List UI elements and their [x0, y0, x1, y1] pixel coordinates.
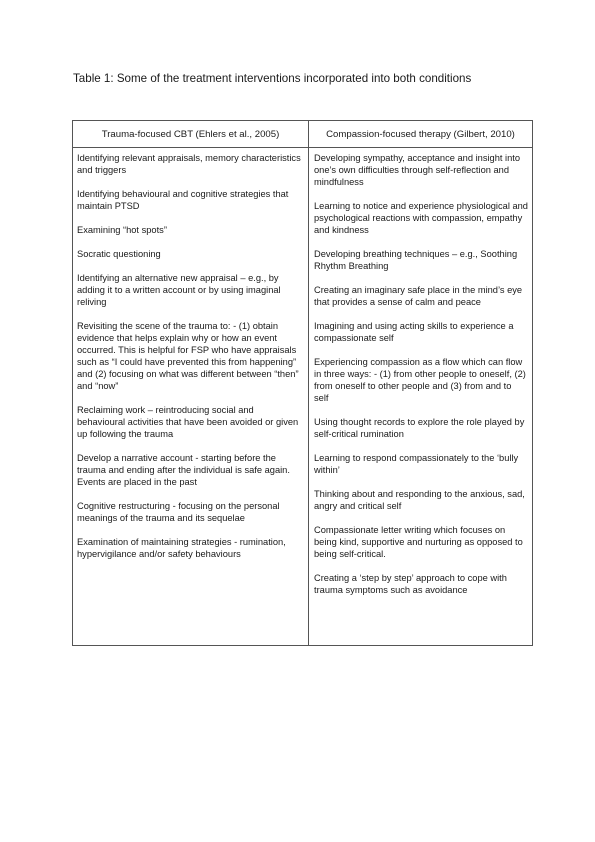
list-item: Learning to notice and experience physiological and psychological reactions with compassion, empathy and kindness [314, 201, 528, 235]
interventions-table [72, 120, 533, 646]
list-item: Cognitive restructuring - focusing on the personal meanings of the trauma and its sequelae [77, 501, 280, 523]
list-item: Creating a ‘step by step’ approach to cope with trauma symptoms such as avoidance [314, 573, 507, 595]
header-compassion-focused-therapy: Compassion-focused therapy (Gilbert, 2010) [309, 121, 533, 148]
list-item: Examining “hot spots” [77, 225, 167, 235]
list-item: Imagining and using acting skills to experience a compassionate self [314, 321, 514, 343]
list-item: Developing sympathy, acceptance and insight into one’s own difficulties through self-reflection and mindfulness [314, 153, 521, 187]
list-item: Examination of maintaining strategies - rumination, hypervigilance and/or safety behaviours [77, 537, 286, 559]
list-item: Compassionate letter writing which focuses on being kind, supportive and nurturing as opposed to being self-critical. [314, 525, 523, 559]
list-item: Developing breathing techniques – e.g., Soothing Rhythm Breathing [314, 249, 518, 271]
cft-interventions-cell [309, 148, 533, 646]
list-item: Creating an imaginary safe place in the mind’s eye that provides a sense of calm and peace [314, 285, 523, 307]
list-item: Identifying relevant appraisals, memory characteristics and triggers [77, 153, 301, 175]
list-item: Identifying an alternative new appraisal – e.g., by adding it to a written account or by using imaginal reliving [77, 273, 281, 307]
table-header-row [73, 121, 533, 148]
list-item: Learning to respond compassionately to the ‘bully within’ [314, 453, 519, 475]
table-body-row [73, 148, 533, 646]
list-item: Socratic questioning [77, 249, 161, 259]
list-item: Develop a narrative account - starting before the trauma and ending after the individual is safe again. Events are placed in the past [77, 453, 290, 487]
list-item: Using thought records to explore the role played by self-critical rumination [314, 417, 525, 439]
list-item: Identifying behavioural and cognitive strategies that maintain PTSD [77, 189, 289, 211]
list-item: Revisiting the scene of the trauma to: - (1) obtain evidence that helps explain why or how an event occurred. This is helpful for FSP who have appraisals such as “I could have prevented this from happening” and (2) focusing on what was different between “then” and “now” [77, 321, 299, 391]
list-item: Reclaiming work – reintroducing social and behavioural activities that have been avoided or given up following the trauma [77, 405, 299, 439]
cbt-interventions-cell [73, 148, 309, 646]
list-item: Thinking about and responding to the anxious, sad, angry and critical self [314, 489, 525, 511]
table-caption: Table 1: Some of the treatment interventions incorporated into both conditions [73, 72, 472, 85]
header-trauma-focused-cbt: Trauma-focused CBT (Ehlers et al., 2005) [73, 121, 309, 148]
list-item: Experiencing compassion as a flow which can flow in three ways: - (1) from other people to oneself, (2) from oneself to other people and (3) from and to self [314, 357, 526, 403]
